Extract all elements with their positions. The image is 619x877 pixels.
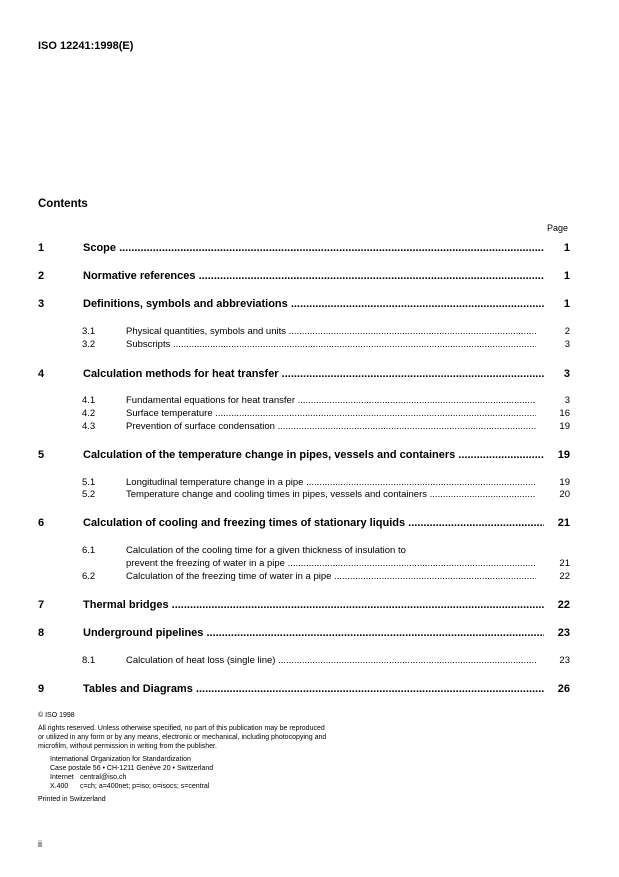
page-number: ii <box>38 839 42 849</box>
toc-subentry-3-2[interactable]: 3.2 Subscripts ..... 3 <box>38 339 570 351</box>
toc-subentry-5-2[interactable]: 5.2 Temperature change and cooling times in pipes, vessels and containers ..... 20 <box>38 489 570 501</box>
copyright-footer <box>38 711 326 804</box>
toc-subentry-6-1-line1[interactable]: 6.1 Calculation of the cooling time for a given thickness of insulation to <box>82 545 406 556</box>
rights-text: microfilm, without permission in writing from the publisher. <box>38 743 217 750</box>
toc-entry-6[interactable]: 6 Calculation of cooling and freezing times of stationary liquids ..... 21 <box>38 517 570 531</box>
toc-subentry-4-2[interactable]: 4.2 Surface temperature ..... 16 <box>38 408 570 420</box>
toc-subentry-4-1[interactable]: 4.1 Fundamental equations for heat transfer ..... 3 <box>38 395 570 407</box>
toc-entry-title: Calculation methods for heat transfer <box>83 368 279 380</box>
org-address: Case postale 56 • CH-1211 Genève 20 • Switzerland <box>50 765 214 772</box>
toc-entry-title: Scope <box>83 242 117 254</box>
toc-entry-3[interactable]: 3 Definitions, symbols and abbreviations ..... 1 <box>38 298 570 312</box>
toc-entry-title: Calculation of the temperature change in pipes, vessels and containers <box>83 449 456 461</box>
document-header: ISO 12241:1998(E) <box>38 40 134 52</box>
toc-entry-7[interactable]: 7 Thermal bridges ..... 22 <box>38 599 570 613</box>
toc-entry-title: Underground pipelines <box>83 627 204 639</box>
toc-entry-4[interactable]: 4 Calculation methods for heat transfer ..... 3 <box>38 368 570 382</box>
toc-entry-1[interactable]: 1 Scope ..... 1 <box>38 242 570 256</box>
toc-entry-title: Tables and Diagrams <box>83 683 193 695</box>
toc-entry-2[interactable]: 2 Normative references ..... 1 <box>38 270 570 284</box>
toc-entry-title: Calculation of cooling and freezing times of stationary liquids <box>83 517 406 529</box>
toc-subentry-5-1[interactable]: 5.1 Longitudinal temperature change in a pipe ..... 19 <box>38 477 570 489</box>
toc-subentry-4-3[interactable]: 4.3 Prevention of surface condensation ..... 19 <box>38 421 570 433</box>
x400-label: X.400 <box>50 783 69 790</box>
rights-text: or utilized in any form or by any means, electronic or mechanical, including photocopying and <box>38 734 327 741</box>
x400-address: c=ch; a=400net; p=iso; o=isocs; s=central <box>79 783 210 790</box>
toc-subentry-8-1[interactable]: 8.1 Calculation of heat loss (single line) ..... 23 <box>38 655 570 667</box>
contents-title: Contents <box>38 198 88 210</box>
org-name: International Organization for Standardization <box>50 756 191 763</box>
toc-subentry-6-1[interactable]: prevent the freezing of water in a pipe ..... 21 <box>38 558 570 570</box>
toc-entry-5[interactable]: 5 Calculation of the temperature change in pipes, vessels and containers ..... 19 <box>38 449 570 463</box>
copyright-line: © ISO 1998 <box>38 712 75 719</box>
rights-text: All rights reserved. Unless otherwise specified, no part of this publication may be reproduced <box>38 725 325 732</box>
toc-entry-title: Definitions, symbols and abbreviations <box>83 298 288 310</box>
printed-in: Printed in Switzerland <box>38 796 106 803</box>
toc-entry-title: Normative references <box>83 270 196 282</box>
internet-label: Internet <box>50 774 74 781</box>
toc-subentry-6-2[interactable]: 6.2 Calculation of the freezing time of water in a pipe ..... 22 <box>38 571 570 583</box>
toc-entry-8[interactable]: 8 Underground pipelines ..... 23 <box>38 627 570 641</box>
page-column-label: Page <box>546 223 568 233</box>
internet-address[interactable]: central@iso.ch <box>79 774 127 781</box>
toc-subentry-3-1[interactable]: 3.1 Physical quantities, symbols and units ..... 2 <box>38 326 570 338</box>
toc-entry-title: Thermal bridges <box>83 599 169 611</box>
toc-entry-9[interactable]: 9 Tables and Diagrams ..... 26 <box>38 683 570 697</box>
